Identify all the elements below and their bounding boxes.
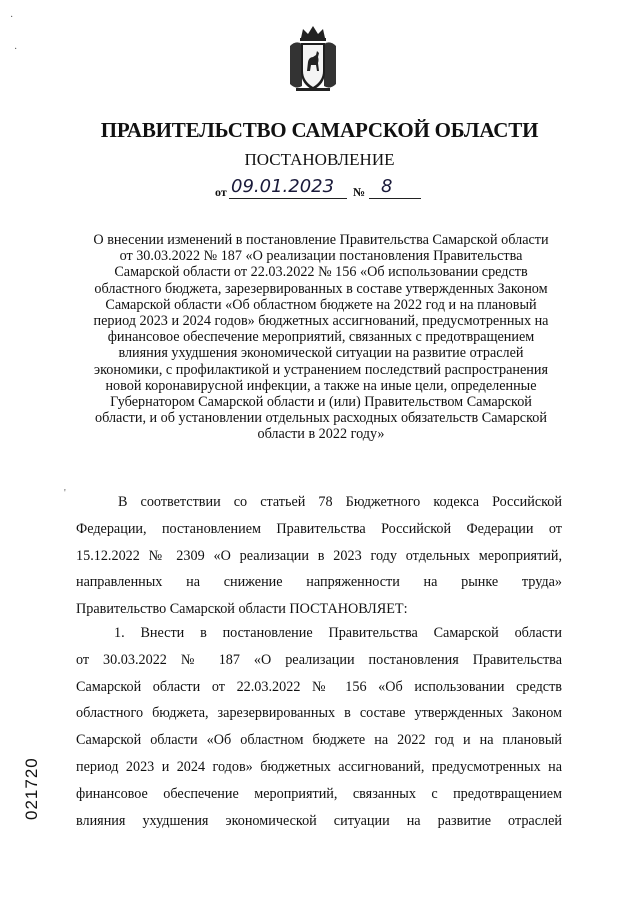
scan-speck: ' xyxy=(64,488,66,499)
subject-line: новой коронавирусной инфекции, а также на иные цели, определенные xyxy=(105,377,537,394)
body-line: влияния ухудшения экономической ситуации на развитие отраслей xyxy=(76,812,562,829)
scan-speck: · xyxy=(14,44,18,55)
subject-line: области, и об установлении отдельных расходных обязательств Самарской xyxy=(95,410,547,427)
serial-number-stamp: 021720 xyxy=(22,757,41,820)
document-subject xyxy=(66,232,576,443)
body-line: Самарской области от 22.03.2022 № 156 «Об использовании средств xyxy=(76,678,562,695)
subject-line: Самарской области «Об областном бюджете на 2022 год и на плановый xyxy=(105,296,537,313)
subject-line: период 2023 и 2024 годов» бюджетных ассигнований, предусмотренных на xyxy=(93,313,549,330)
body-line: от 30.03.2022 № 187 «О реализации постановления Правительства xyxy=(76,651,562,668)
coat-of-arms-icon xyxy=(286,24,340,94)
handwritten-date: 09.01.2023 xyxy=(231,176,335,197)
subject-line: области в 2022 году» xyxy=(257,426,385,443)
subject-line: влияния ухудшения экономической ситуации на развитие отраслей xyxy=(118,345,524,362)
number-underline xyxy=(369,198,421,199)
body-line: Самарской области «Об областном бюджете на 2022 год и на плановый xyxy=(76,732,562,749)
subject-line: экономики, с профилактикой и устранением последствий распространения xyxy=(94,361,548,378)
subject-line: Самарской области от 22.03.2022 № 156 «Об использовании средств xyxy=(114,264,528,281)
scan-speck: · xyxy=(10,12,14,23)
handwritten-number: 8 xyxy=(381,176,393,197)
body-line: областного бюджета, зарезервированных в составе утвержденных Законом xyxy=(76,705,562,722)
body-line: Правительство Самарской области ПОСТАНОВЛЯЕТ: xyxy=(76,601,408,618)
subject-line: областного бюджета, зарезервированных в составе утвержденных Законом xyxy=(94,280,548,297)
body-line: В соответствии со статьей 78 Бюджетного кодекса Российской xyxy=(118,494,562,510)
government-title: ПРАВИТЕЛЬСТВО САМАРСКОЙ ОБЛАСТИ xyxy=(100,118,539,142)
date-prefix: от xyxy=(215,185,227,199)
date-number-line xyxy=(215,178,425,202)
subject-line: Губернатором Самарской области и (или) Правительством Самарской xyxy=(110,394,532,411)
subject-line: финансовое обеспечение мероприятий, связанных с предотвращением xyxy=(107,329,535,346)
clause-1-paragraph xyxy=(76,620,562,834)
document-type: ПОСТАНОВЛЕНИЕ xyxy=(244,150,395,169)
date-underline xyxy=(229,198,347,199)
body-line: 15.12.2022 № 2309 «О реализации в 2023 году отдельных мероприятий, xyxy=(76,547,562,564)
subject-line: О внесении изменений в постановление Правительства Самарской области xyxy=(93,232,549,248)
number-prefix: № xyxy=(353,185,366,199)
subject-line: от 30.03.2022 № 187 «О реализации постановления Правительства xyxy=(119,248,523,265)
body-line: финансовое обеспечение мероприятий, связанных с предотвращением xyxy=(76,785,562,802)
preamble-paragraph xyxy=(76,489,562,623)
body-line: 1. Внести в постановление Правительства Самарской области xyxy=(114,625,562,641)
body-line: направленных на снижение напряженности на рынке труда» xyxy=(76,574,562,591)
body-line: период 2023 и 2024 годов» бюджетных ассигнований, предусмотренных на xyxy=(76,758,562,775)
body-line: Федерации, постановлением Правительства Российской Федерации от xyxy=(76,520,562,537)
